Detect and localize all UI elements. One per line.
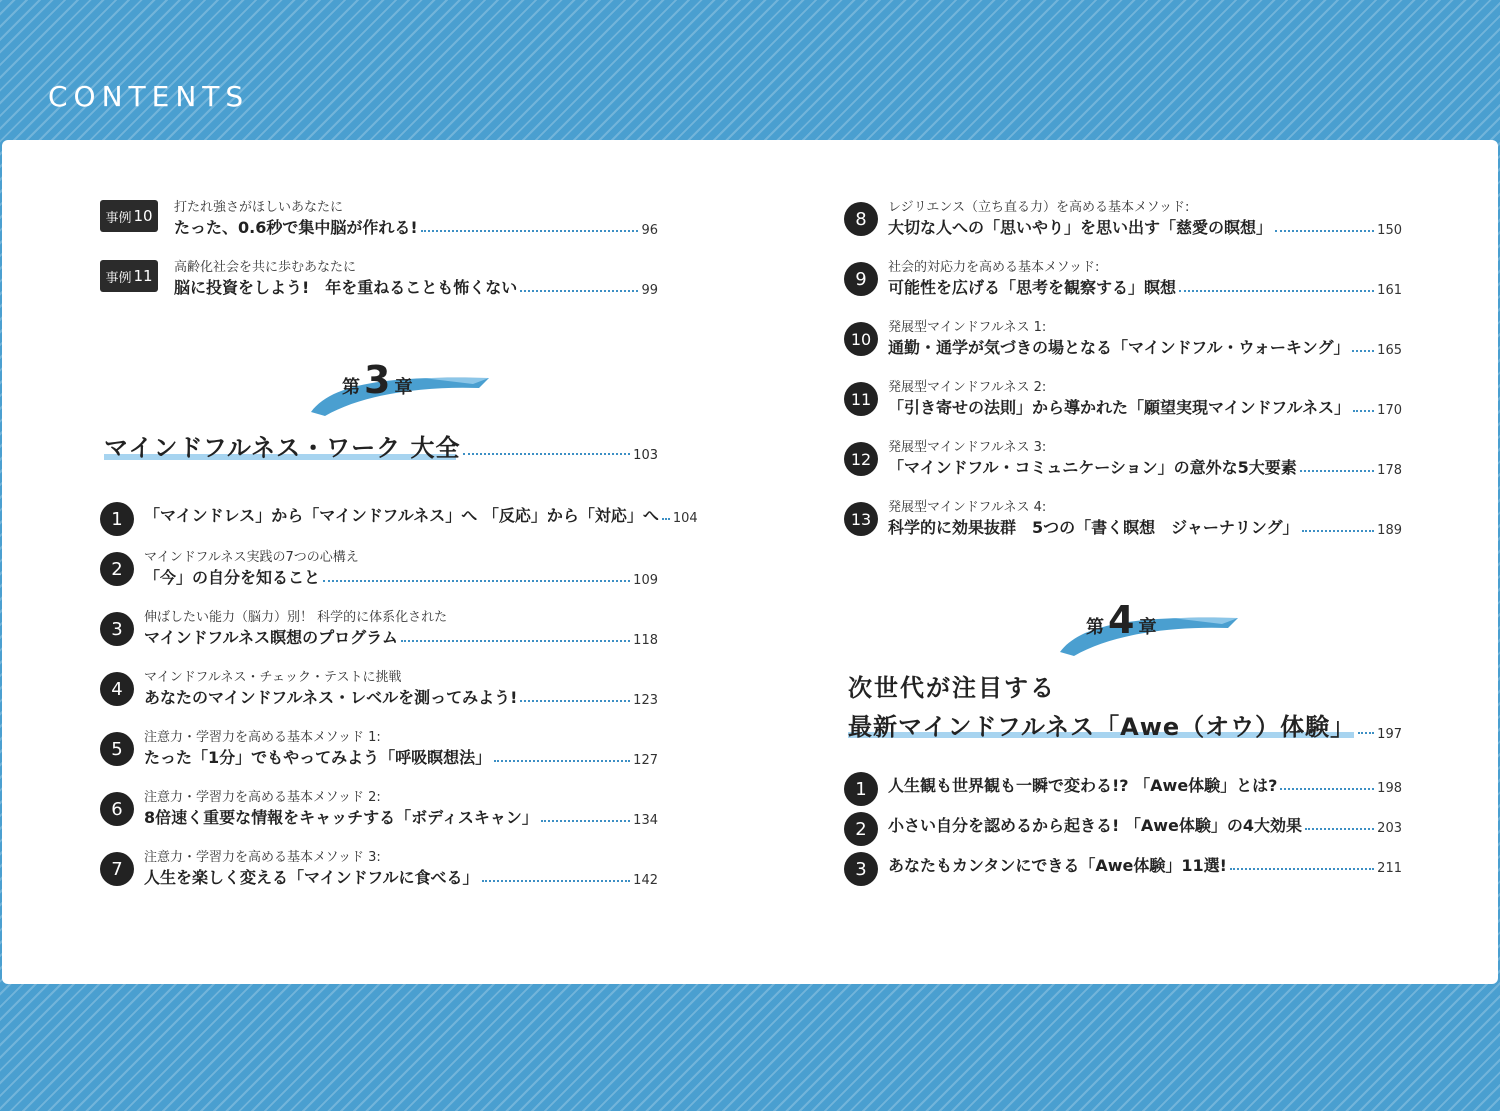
entry-page: 134 xyxy=(633,813,658,828)
toc-entry-3-11[interactable] xyxy=(842,378,1402,422)
entry-page: 104 xyxy=(672,511,698,526)
chapter-label xyxy=(1086,598,1156,642)
chapter-title-line xyxy=(104,428,658,463)
toc-entry-3-2[interactable] xyxy=(98,548,658,592)
case-badge-number: 11 xyxy=(133,267,153,285)
chapter-prefix: 第 xyxy=(342,377,360,398)
toc-entry-case-10[interactable] xyxy=(98,198,658,242)
entry-line xyxy=(174,276,658,298)
number-badge: 2 xyxy=(844,812,878,846)
entry-title: 通勤・通学が気づきの場となる「マインドフル・ウォーキング」 xyxy=(888,338,1350,357)
chapter-title-line2-row xyxy=(848,707,1402,742)
entry-line xyxy=(888,814,1402,836)
entry-title: 「今」の自分を知ること xyxy=(144,568,321,587)
toc-entry-3-4[interactable] xyxy=(98,668,658,712)
toc-entry-3-1[interactable] xyxy=(98,498,698,542)
entry-title: 小さい自分を認めるから起きる! 「Awe体験」の4大効果 xyxy=(888,816,1303,835)
entry-subtitle: 社会的対応力を高める基本メソッド: xyxy=(888,260,1100,275)
leader-dots xyxy=(1353,410,1374,412)
entry-subtitle: 注意力・学習力を高める基本メソッド 2: xyxy=(144,790,381,805)
entry-title: 「マインドレス」から「マインドフルネス」へ 「反応」から「対応」へ xyxy=(144,506,659,525)
leader-dots xyxy=(323,580,630,582)
toc-entry-3-6[interactable] xyxy=(98,788,658,832)
chapter-page: 103 xyxy=(633,448,658,463)
chapter-title-line1: 次世代が注目する xyxy=(848,674,1056,702)
entry-page: 96 xyxy=(641,223,658,238)
entry-line xyxy=(174,216,658,238)
leader-dots xyxy=(662,518,670,520)
number-badge: 1 xyxy=(844,772,878,806)
entry-subtitle: レジリエンス（立ち直る力）を高める基本メソッド: xyxy=(888,200,1190,215)
entry-subtitle: マインドフルネス実践の7つの心構え xyxy=(144,550,359,565)
chapter-suffix: 章 xyxy=(1138,617,1157,638)
number-badge: 13 xyxy=(844,502,878,536)
leader-dots xyxy=(1230,868,1374,870)
contents-panel xyxy=(2,140,1498,984)
entry-page: 189 xyxy=(1377,523,1402,538)
entry-line xyxy=(144,746,658,768)
entry-page: 150 xyxy=(1377,223,1402,238)
entry-title: 「引き寄せの法則」から導かれた「願望実現マインドフルネス」 xyxy=(888,398,1351,417)
entry-subtitle: 打たれ強さがほしいあなたに xyxy=(174,200,344,215)
chapter-3-heading[interactable] xyxy=(98,358,658,478)
entry-line xyxy=(888,396,1402,418)
number-badge: 4 xyxy=(100,672,134,706)
entry-title: マインドフルネス瞑想のプログラム xyxy=(144,628,398,647)
entry-line xyxy=(888,276,1402,298)
toc-entry-3-12[interactable] xyxy=(842,438,1402,482)
entry-title: 科学的に効果抜群 5つの「書く瞑想 ジャーナリング」 xyxy=(888,518,1299,537)
entry-title: 「マインドフル・コミュニケーション」の意外な5大要素 xyxy=(888,458,1297,477)
entry-subtitle: 注意力・学習力を高める基本メソッド 1: xyxy=(144,730,381,745)
chapter-number: 4 xyxy=(1108,598,1135,642)
toc-entry-4-3[interactable] xyxy=(842,848,1402,892)
number-badge: 2 xyxy=(100,552,134,586)
number-badge: 8 xyxy=(844,202,878,236)
case-badge-label: 事例 xyxy=(105,210,132,226)
number-badge: 9 xyxy=(844,262,878,296)
number-badge: 5 xyxy=(100,732,134,766)
leader-dots xyxy=(1352,350,1374,352)
toc-entry-3-3[interactable] xyxy=(98,608,658,652)
leader-dots xyxy=(541,820,630,822)
number-badge: 3 xyxy=(100,612,134,646)
entry-subtitle: 高齢化社会を共に歩むあなたに xyxy=(174,260,357,275)
entry-title: あなたのマインドフルネス・レベルを測ってみよう! xyxy=(144,688,518,707)
case-badge-number: 10 xyxy=(133,207,153,225)
entry-page: 161 xyxy=(1377,283,1402,298)
chapter-suffix: 章 xyxy=(394,377,413,398)
leader-dots xyxy=(1358,732,1374,734)
entry-page: 165 xyxy=(1377,343,1402,358)
chapter-title-block xyxy=(848,668,1402,742)
entry-line xyxy=(144,806,658,828)
entry-line xyxy=(888,774,1402,796)
chapter-label xyxy=(342,358,412,402)
leader-dots xyxy=(1280,788,1374,790)
entry-title: 人生を楽しく変える「マインドフルに食べる」 xyxy=(144,868,479,887)
entry-line xyxy=(144,566,658,588)
entry-title: たった、0.6秒で集中脳が作れる! xyxy=(174,218,418,237)
entry-line xyxy=(144,686,658,708)
entry-page: 109 xyxy=(633,573,658,588)
case-badge-label: 事例 xyxy=(105,270,132,286)
toc-entry-3-9[interactable] xyxy=(842,258,1402,302)
leader-dots xyxy=(1300,470,1374,472)
entry-title: 可能性を広げる「思考を観察する」瞑想 xyxy=(888,278,1177,297)
entry-title: 大切な人への「思いやり」を思い出す「慈愛の瞑想」 xyxy=(888,218,1273,237)
leader-dots xyxy=(421,230,639,232)
leader-dots xyxy=(1179,290,1374,292)
entry-subtitle: 発展型マインドフルネス 3: xyxy=(888,440,1047,455)
entry-page: 142 xyxy=(633,873,658,888)
leader-dots xyxy=(463,453,630,455)
entry-line xyxy=(888,516,1402,538)
entry-line xyxy=(144,504,698,526)
entry-page: 198 xyxy=(1377,781,1402,796)
toc-entry-3-13[interactable] xyxy=(842,498,1402,542)
toc-entry-3-5[interactable] xyxy=(98,728,658,772)
leader-dots xyxy=(482,880,631,882)
toc-entry-3-7[interactable] xyxy=(98,848,658,892)
entry-subtitle: 発展型マインドフルネス 1: xyxy=(888,320,1047,335)
entry-title: あなたもカンタンにできる「Awe体験」11選! xyxy=(888,856,1227,875)
leader-dots xyxy=(1275,230,1374,232)
entry-line xyxy=(144,866,658,888)
entry-subtitle: 発展型マインドフルネス 4: xyxy=(888,500,1047,515)
header-title: CONTENTS xyxy=(48,80,250,113)
entry-line xyxy=(888,336,1402,358)
entry-page: 203 xyxy=(1377,821,1402,836)
leader-dots xyxy=(1305,828,1374,830)
chapter-title: マインドフルネス・ワーク 大全 xyxy=(104,434,461,462)
entry-page: 211 xyxy=(1377,861,1402,876)
number-badge: 10 xyxy=(844,322,878,356)
entry-title: 脳に投資をしよう! 年を重ねることも怖くない xyxy=(174,278,518,297)
entry-page: 118 xyxy=(633,633,658,648)
entry-subtitle: 発展型マインドフルネス 2: xyxy=(888,380,1047,395)
entry-title: 人生観も世界観も一瞬で変わる!? 「Awe体験」とは? xyxy=(888,776,1278,795)
entry-line xyxy=(888,456,1402,478)
case-badge xyxy=(100,260,158,292)
entry-title: たった「1分」でもやってみよう「呼吸瞑想法」 xyxy=(144,748,492,767)
leader-dots xyxy=(494,760,630,762)
number-badge: 12 xyxy=(844,442,878,476)
toc-entry-3-8[interactable] xyxy=(842,198,1402,242)
number-badge: 11 xyxy=(844,382,878,416)
chapter-4-heading[interactable] xyxy=(842,598,1402,748)
leader-dots xyxy=(520,700,630,702)
number-badge: 7 xyxy=(100,852,134,886)
entry-page: 170 xyxy=(1377,403,1402,418)
leader-dots xyxy=(1302,530,1375,532)
leader-dots xyxy=(520,290,638,292)
entry-line xyxy=(888,216,1402,238)
entry-line xyxy=(144,626,658,648)
number-badge: 6 xyxy=(100,792,134,826)
entry-page: 127 xyxy=(633,753,658,768)
toc-entry-3-10[interactable] xyxy=(842,318,1402,362)
case-badge xyxy=(100,200,158,232)
toc-entry-4-1[interactable] xyxy=(842,768,1402,812)
entry-line xyxy=(888,854,1402,876)
toc-entry-4-2[interactable] xyxy=(842,808,1402,852)
entry-subtitle: 伸ばしたい能力（脳力）別！ 科学的に体系化された xyxy=(144,610,448,625)
entry-subtitle: マインドフルネス・チェック・テストに挑戦 xyxy=(144,670,402,685)
entry-page: 99 xyxy=(641,283,658,298)
leader-dots xyxy=(401,640,630,642)
chapter-page: 197 xyxy=(1377,727,1402,742)
chapter-prefix: 第 xyxy=(1086,617,1104,638)
entry-page: 178 xyxy=(1377,463,1402,478)
toc-entry-case-11[interactable] xyxy=(98,258,658,302)
number-badge: 3 xyxy=(844,852,878,886)
entry-title: 8倍速く重要な情報をキャッチする「ボディスキャン」 xyxy=(144,808,538,827)
entry-subtitle: 注意力・学習力を高める基本メソッド 3: xyxy=(144,850,381,865)
number-badge: 1 xyxy=(100,502,134,536)
entry-page: 123 xyxy=(633,693,658,708)
chapter-title-line2: 最新マインドフルネス「Awe（オウ）体験」 xyxy=(848,713,1356,741)
chapter-number: 3 xyxy=(364,358,391,402)
